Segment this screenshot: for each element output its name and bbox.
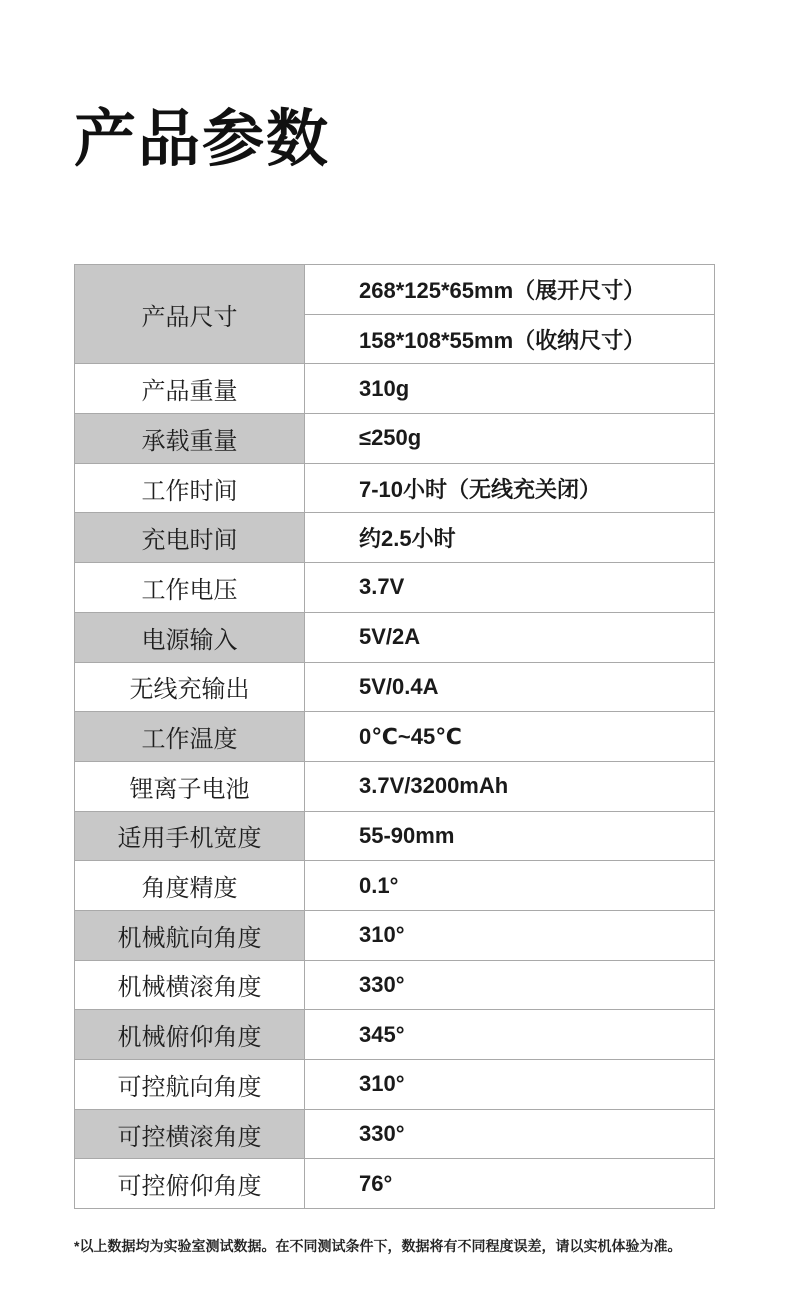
- spec-value: 330°: [305, 1109, 715, 1159]
- spec-label: 工作电压: [75, 563, 305, 613]
- spec-row: [75, 463, 715, 513]
- spec-label: 产品重量: [75, 364, 305, 414]
- spec-row: [75, 563, 715, 613]
- spec-label: 充电时间: [75, 513, 305, 563]
- spec-row: [75, 910, 715, 960]
- spec-label: 可控俯仰角度: [75, 1159, 305, 1209]
- spec-row: [75, 811, 715, 861]
- spec-label: 机械俯仰角度: [75, 1010, 305, 1060]
- spec-value: 3.7V: [305, 563, 715, 613]
- spec-label: 角度精度: [75, 861, 305, 911]
- spec-row: [75, 414, 715, 464]
- spec-row: [75, 1159, 715, 1209]
- spec-value: 0℃~45℃: [305, 712, 715, 762]
- spec-value: 5V/2A: [305, 612, 715, 662]
- spec-label: 机械航向角度: [75, 910, 305, 960]
- spec-row: [75, 1010, 715, 1060]
- spec-row: [75, 1109, 715, 1159]
- spec-value: ≤250g: [305, 414, 715, 464]
- spec-label: 机械横滚角度: [75, 960, 305, 1010]
- spec-label: 可控航向角度: [75, 1060, 305, 1110]
- spec-value: 345°: [305, 1010, 715, 1060]
- spec-value: 158*108*55mm（收纳尺寸）: [305, 314, 715, 364]
- spec-row-size: [75, 265, 715, 315]
- spec-row: [75, 662, 715, 712]
- spec-label: 可控横滚角度: [75, 1109, 305, 1159]
- spec-value: 55-90mm: [305, 811, 715, 861]
- spec-value: 0.1°: [305, 861, 715, 911]
- spec-label: 锂离子电池: [75, 761, 305, 811]
- spec-label: 适用手机宽度: [75, 811, 305, 861]
- spec-value: 5V/0.4A: [305, 662, 715, 712]
- spec-value: 330°: [305, 960, 715, 1010]
- spec-row: [75, 364, 715, 414]
- spec-row: [75, 960, 715, 1010]
- spec-label: 承载重量: [75, 414, 305, 464]
- spec-value: 268*125*65mm（展开尺寸）: [305, 265, 715, 315]
- spec-row: [75, 861, 715, 911]
- spec-table: [74, 264, 715, 1209]
- spec-label: 工作时间: [75, 463, 305, 513]
- spec-label: 电源输入: [75, 612, 305, 662]
- spec-row: [75, 513, 715, 563]
- spec-row: [75, 712, 715, 762]
- spec-value: 3.7V/3200mAh: [305, 761, 715, 811]
- disclaimer-footnote: *以上数据均为实验室测试数据。在不同测试条件下，数据将有不同程度误差，请以实机体验为准。: [74, 1238, 682, 1254]
- spec-label: 工作温度: [75, 712, 305, 762]
- page-title: 产品参数: [74, 105, 331, 174]
- spec-value: 约2.5小时: [305, 513, 715, 563]
- spec-value: 310g: [305, 364, 715, 414]
- spec-row: [75, 761, 715, 811]
- spec-label: 产品尺寸: [75, 265, 305, 364]
- spec-row: [75, 612, 715, 662]
- spec-value: 7-10小时（无线充关闭）: [305, 463, 715, 513]
- spec-label: 无线充输出: [75, 662, 305, 712]
- spec-value: 310°: [305, 1060, 715, 1110]
- spec-value: 310°: [305, 910, 715, 960]
- spec-value: 76°: [305, 1159, 715, 1209]
- spec-row: [75, 1060, 715, 1110]
